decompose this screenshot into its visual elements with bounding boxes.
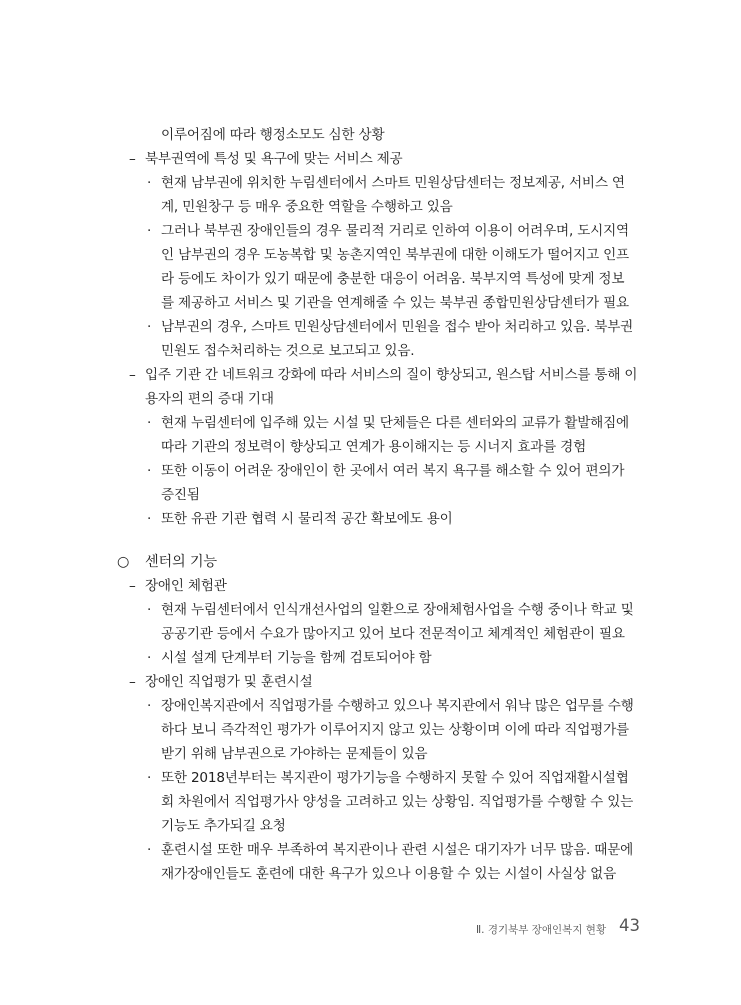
text-line: 기능도 추가되길 요청 — [161, 818, 286, 834]
bullet-marker: · — [147, 842, 152, 858]
bullet-marker: · — [147, 602, 152, 618]
text-line: 받기 위해 남부권으로 가야하는 문제들이 있음 — [161, 746, 428, 762]
text-line: 증진됨 — [161, 487, 200, 503]
text-line: 또한 이동이 어려운 장애인이 한 곳에서 여러 복지 욕구를 해소할 수 있어 편의가 — [161, 463, 625, 479]
section-title: 센터의 기능 — [145, 554, 217, 570]
bullet-marker: · — [147, 223, 152, 239]
bullet-marker: · — [147, 175, 152, 191]
text-line: 현재 누림센터에서 인식개선사업의 일환으로 장애체험사업을 수행 중이나 학교 및 — [161, 602, 634, 618]
page-number: 43 — [619, 916, 640, 935]
dash-marker: – — [129, 367, 136, 383]
bullet-marker: · — [147, 415, 152, 431]
text-line: 재가장애인들도 훈련에 대한 욕구가 있으나 이용할 수 있는 시설이 사실상 없음 — [161, 866, 617, 882]
text-line: 그러나 북부권 장애인들의 경우 물리적 거리로 인하여 이용이 어려우며, 도시지역 — [161, 223, 629, 239]
bullet-marker: · — [147, 511, 152, 527]
text-line: 용자의 편의 증대 기대 — [145, 391, 274, 407]
text-line: 라 등에도 차이가 있기 때문에 충분한 대응이 어려움. 북부지역 특성에 맞게 정보 — [161, 271, 625, 287]
text-line: 입주 기관 간 네트워크 강화에 따라 서비스의 질이 향상되고, 원스탑 서비스를 통해 이 — [145, 367, 638, 383]
text-line: 인 남부권의 경우 도농복합 및 농촌지역인 북부권에 대한 이해도가 떨어지고 인프 — [161, 247, 629, 263]
text-line: 시설 설계 단계부터 기능을 함께 검토되어야 함 — [161, 650, 432, 666]
footer-section-title: Ⅱ. 경기북부 장애인복지 현황 — [476, 924, 607, 936]
dash-marker: – — [129, 151, 136, 167]
text-line: 또한 2018년부터는 복지관이 평가기능을 수행하지 못할 수 있어 직업재활시설협 — [161, 770, 629, 786]
text-line: 남부권의 경우, 스마트 민원상담센터에서 민원을 접수 받아 처리하고 있음. 북부권 — [161, 319, 634, 335]
circle-marker: ○ — [117, 554, 130, 570]
dash-marker: – — [129, 674, 136, 690]
text-line: 장애인 직업평가 및 훈련시설 — [145, 674, 313, 690]
text-line: 회 차원에서 직업평가사 양성을 고려하고 있는 상황임. 직업평가를 수행할 수 있는 — [161, 794, 634, 810]
text-line: 공공기관 등에서 수요가 많아지고 있어 보다 전문적이고 체계적인 체험관이 필요 — [161, 626, 625, 642]
text-line: 장애인 체험관 — [145, 578, 227, 594]
dash-marker: – — [129, 578, 136, 594]
text-line: 따라 기관의 정보력이 향상되고 연계가 용이해지는 등 시너지 효과를 경험 — [161, 439, 587, 455]
text-line: 이루어짐에 따라 행정소모도 심한 상황 — [161, 127, 385, 143]
bullet-marker: · — [147, 319, 152, 335]
text-line: 또한 유관 기관 협력 시 물리적 공간 확보에도 용이 — [161, 511, 453, 527]
text-line: 계, 민원창구 등 매우 중요한 역할을 수행하고 있음 — [161, 199, 453, 215]
text-line: 현재 누림센터에 입주해 있는 시설 및 단체들은 다른 센터와의 교류가 활발해짐에 — [161, 415, 629, 431]
bullet-marker: · — [147, 770, 152, 786]
bullet-marker: · — [147, 698, 152, 714]
text-line: 를 제공하고 서비스 및 기관을 연계해줄 수 있는 북부권 종합민원상담센터가 필요 — [161, 295, 629, 311]
text-line: 훈련시설 또한 매우 부족하여 복지관이나 관련 시설은 대기자가 너무 많음. 때문에 — [161, 842, 634, 858]
text-line: 민원도 접수처리하는 것으로 보고되고 있음. — [161, 343, 415, 359]
text-line: 하다 보니 즉각적인 평가가 이루어지지 않고 있는 상황이며 이에 따라 직업평가를 — [161, 722, 629, 738]
text-line: 현재 남부권에 위치한 누림센터에서 스마트 민원상담센터는 정보제공, 서비스 연 — [161, 175, 625, 191]
bullet-marker: · — [147, 463, 152, 479]
text-line: 북부권역에 특성 및 욕구에 맞는 서비스 제공 — [145, 151, 403, 167]
text-line: 장애인복지관에서 직업평가를 수행하고 있으나 복지관에서 워낙 많은 업무를 수행 — [161, 698, 634, 714]
bullet-marker: · — [147, 650, 152, 666]
